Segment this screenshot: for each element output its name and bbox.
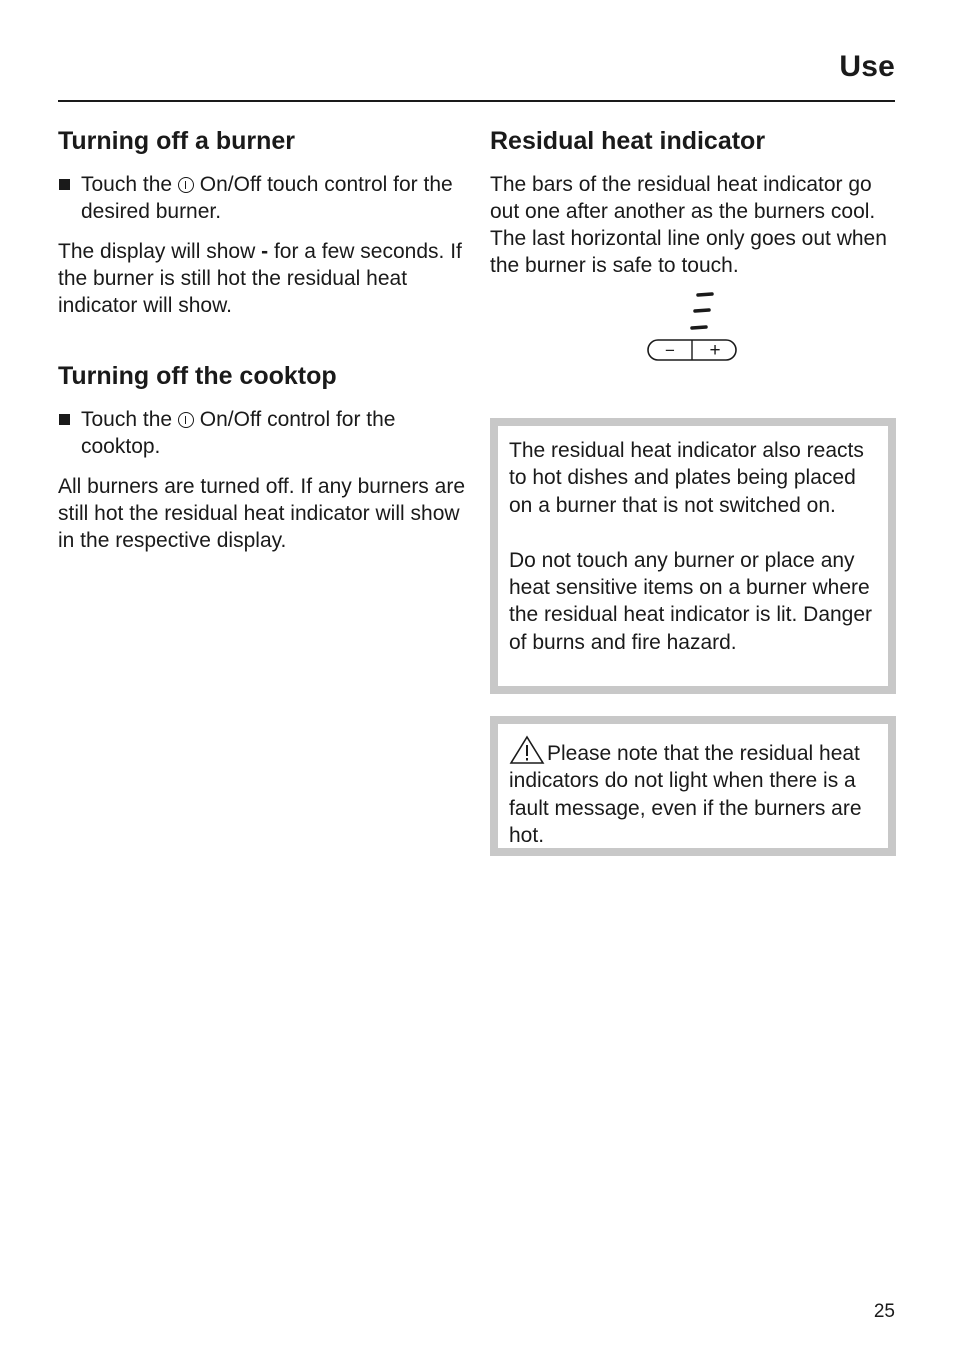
header-divider xyxy=(58,100,895,102)
bullet-prefix: Touch the xyxy=(81,408,173,431)
bullet-suffix: On/Off control for the cooktop. xyxy=(81,408,396,458)
residual-heat-description: The bars of the residual heat indicator go out one after another as the burners cool. The last horizontal line only goes out when the burner is safe to touch. xyxy=(490,173,887,277)
heading-turning-off-cooktop: Turning off the cooktop xyxy=(58,362,337,390)
display-dash-symbol: - xyxy=(261,240,269,263)
fault-warning-box xyxy=(490,716,896,856)
heading-turning-off-burner: Turning off a burner xyxy=(58,127,296,155)
minus-symbol: − xyxy=(665,341,675,360)
fault-warning-text: Please note that the residual heat indicators do not light when there is a fault message, even if the burners are hot. xyxy=(509,742,862,847)
right-column xyxy=(490,124,896,279)
warning-triangle-icon xyxy=(509,735,545,765)
bullet-prefix: Touch the xyxy=(81,173,173,196)
page-number: 25 xyxy=(873,1301,895,1322)
display-text-part-a: The display will show xyxy=(58,240,256,263)
left-column xyxy=(58,124,468,576)
fault-warning-paragraph xyxy=(509,735,878,849)
heading-residual-heat-indicator: Residual heat indicator xyxy=(490,127,766,155)
residual-heat-indicator-illustration xyxy=(646,290,738,364)
plus-symbol: + xyxy=(709,340,721,361)
on-off-icon xyxy=(178,177,194,193)
note-hot-dishes-text: The residual heat indicator also reacts to hot dishes and plates being placed on a burner that is not switched on. xyxy=(509,439,864,517)
indicator-bar-middle-icon xyxy=(695,310,709,311)
bullet-turn-off-cooktop xyxy=(58,406,468,460)
all-burners-off-text: All burners are turned off. If any burners are still hot the residual heat indicator will show in the respective display. xyxy=(58,475,465,552)
bullet-square-icon xyxy=(59,414,70,425)
residual-heat-note-box xyxy=(490,418,896,694)
indicator-bar-bottom-icon xyxy=(692,327,706,328)
page-section-title: Use xyxy=(839,50,895,83)
bullet-suffix: On/Off touch control for the desired burner. xyxy=(81,173,453,223)
display-will-show-text xyxy=(58,238,468,319)
indicator-bar-top-icon xyxy=(698,294,712,295)
note-danger-text: Do not touch any burner or place any heat sensitive items on a burner where the residual heat indicator is lit. Danger of burns and fire hazard. xyxy=(509,548,873,654)
on-off-icon xyxy=(178,412,194,428)
bullet-turn-off-burner xyxy=(58,171,468,225)
display-text-part-b: for a few seconds. If the burner is still hot the residual heat indicator will show. xyxy=(58,240,462,317)
bullet-square-icon xyxy=(59,179,70,190)
